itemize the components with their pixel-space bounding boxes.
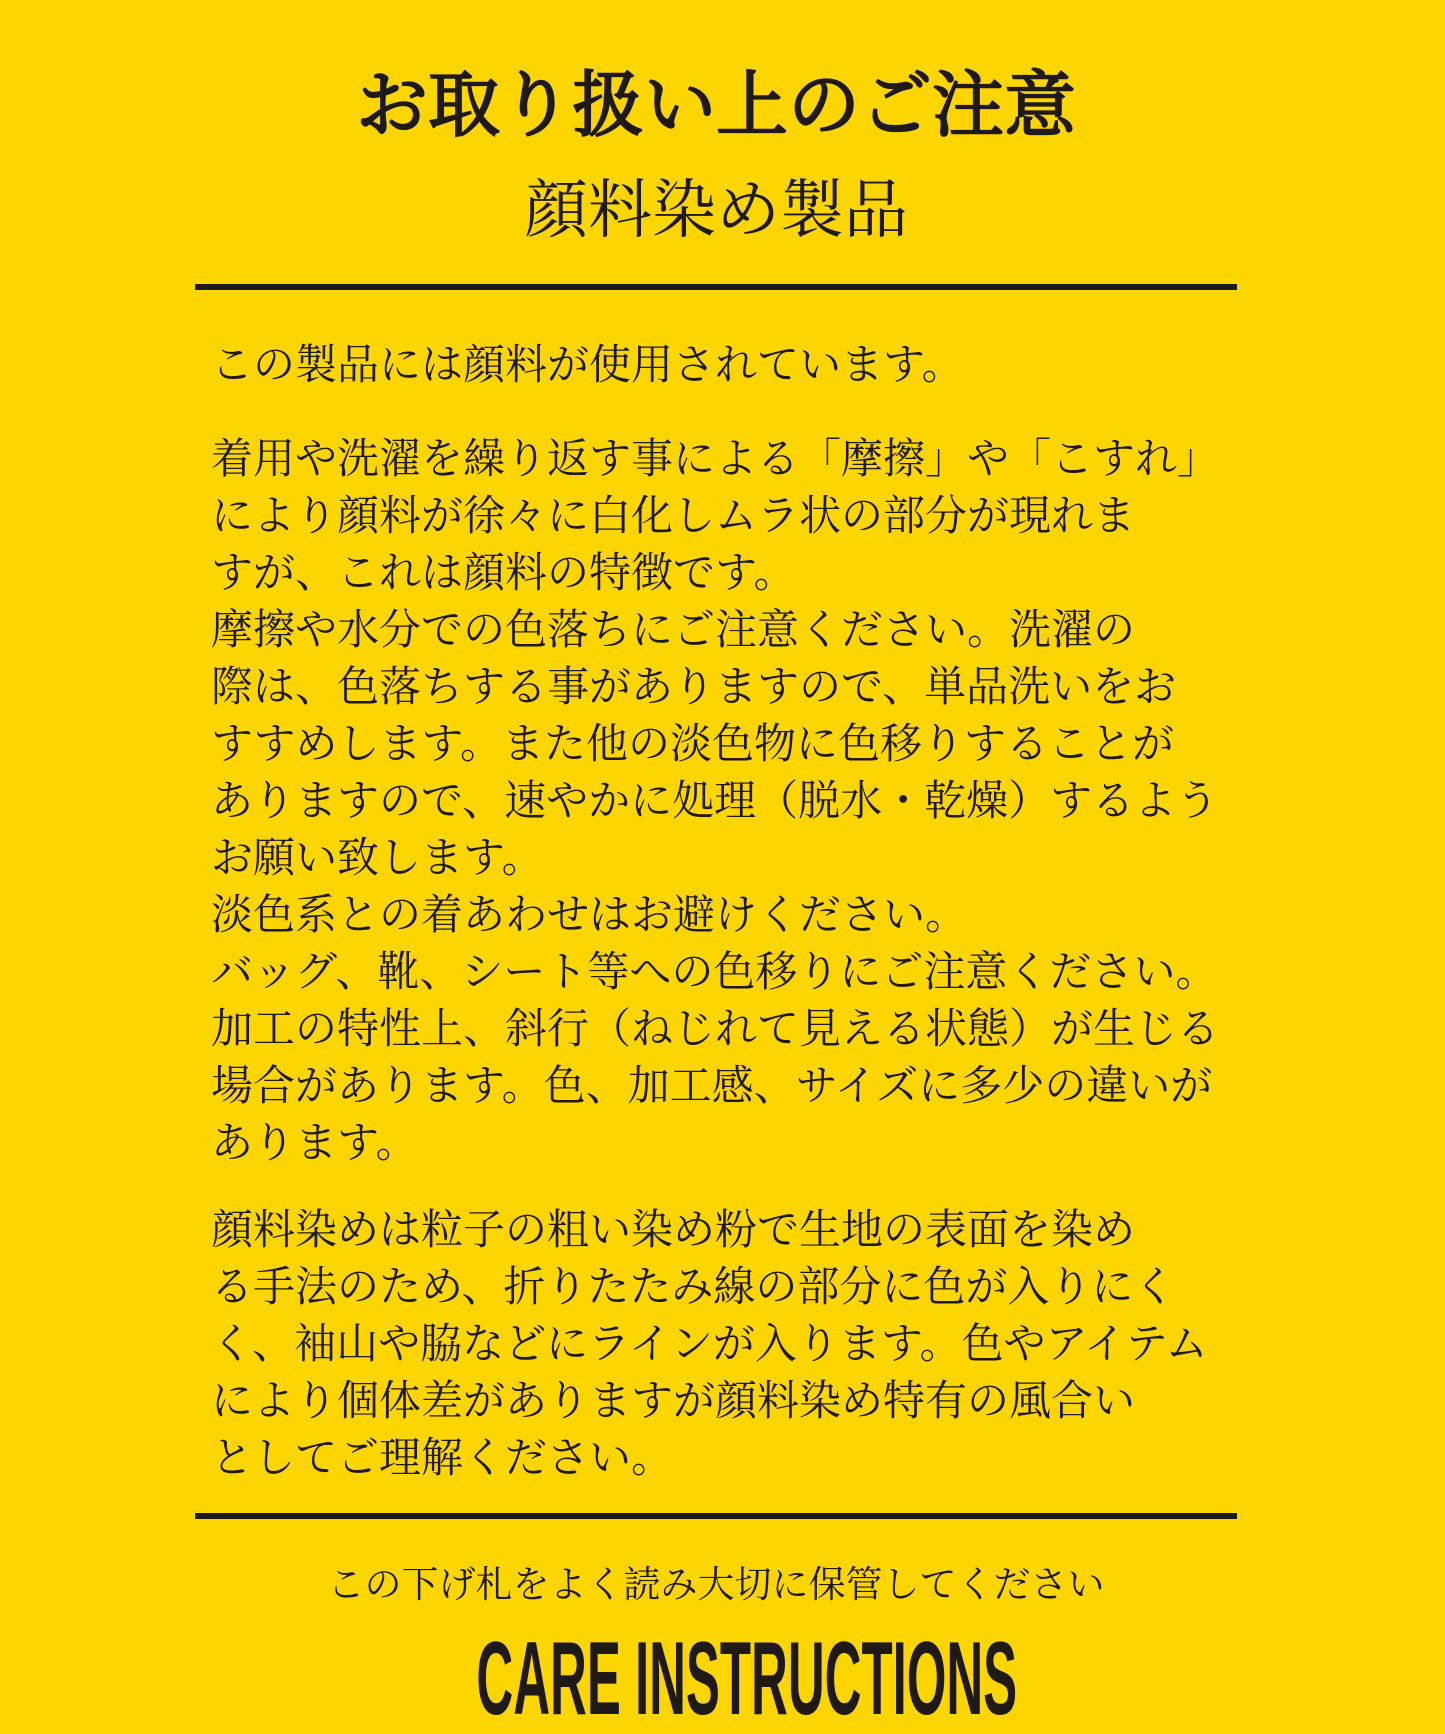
body-line: により顔料が徐々に白化しムラ状の部分が現れま (211, 491, 1136, 540)
body-line: お願い致します。 (211, 833, 544, 882)
body-line: すが、これは顔料の特徴です。 (211, 548, 796, 597)
body-line: 場合があります。色、加工感、サイズに多少の違いが (211, 1061, 1213, 1110)
body-line: この製品には顔料が使用されています。 (211, 340, 964, 389)
bottom-divider (195, 1513, 1237, 1519)
paragraph-2 (211, 430, 1241, 1171)
body-line: 摩擦や水分での色落ちにご注意ください。洗濯の (211, 605, 1136, 654)
paragraph-3 (211, 1201, 1241, 1486)
body-line: 際は、色落ちする事がありますので、単品洗いをお (211, 662, 1177, 711)
body-line: く、袖山や脇などにラインが入ります。色やアイテム (211, 1319, 1208, 1368)
body-line: ありますので、速やかに処理（脱水・乾燥）するよう (211, 776, 1219, 825)
body-line: あります。 (211, 1118, 418, 1167)
body-line: としてご理解ください。 (211, 1433, 674, 1482)
body-line: バッグ、靴、シート等への色移りにご注意ください。 (211, 947, 1218, 996)
body-line: 着用や洗濯を繰り返す事による「摩擦」や「こすれ」 (211, 434, 1220, 483)
paragraph-1 (211, 336, 1241, 393)
top-divider (195, 284, 1237, 290)
body-line: により個体差がありますが顔料染め特有の風合い (211, 1376, 1136, 1425)
body-line: すすめします。また他の淡色物に色移りすることが (211, 719, 1175, 768)
care-instructions-heading (195, 1621, 1237, 1734)
page-title: お取り扱い上のご注意 (355, 63, 1076, 147)
body-line: 加工の特性上、斜行（ねじれて見える状態）が生じる (211, 1004, 1220, 1053)
care-instructions-text: CARE INSTRUCTIONS (476, 1621, 1018, 1734)
body-line: 顔料染めは粒子の粗い染め粉で生地の表面を染め (211, 1205, 1136, 1254)
body-line: 淡色系との着あわせはお避けください。 (211, 890, 968, 939)
page-subtitle: 顔料染め製品 (524, 174, 908, 248)
footer-note: この下げ札をよく読み大切に保管してください (327, 1563, 1105, 1606)
body-line: る手法のため、折りたたみ線の部分に色が入りにく (211, 1262, 1176, 1311)
